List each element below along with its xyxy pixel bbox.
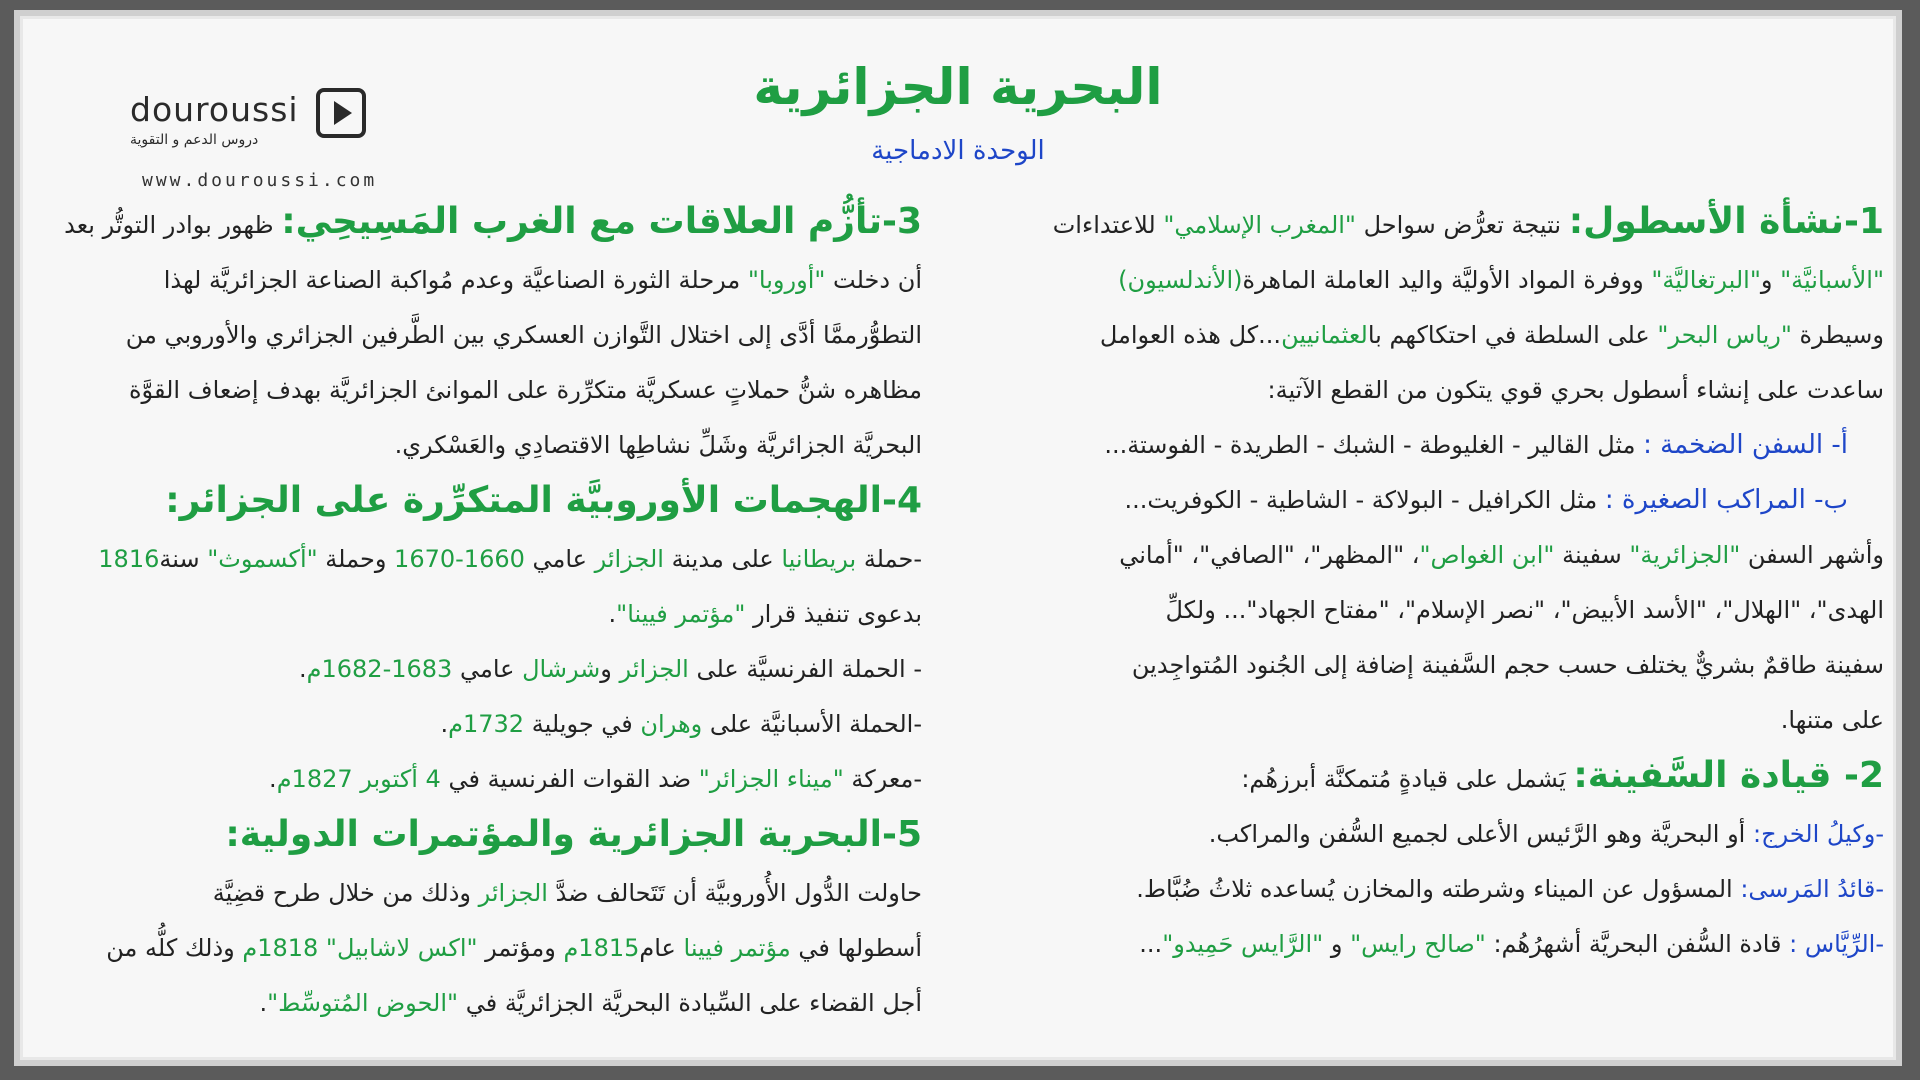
sec4-heading: 4-الهجمات الأوروبيَّة المتكرِّرة على الجزائر: (165, 480, 922, 521)
sec5-heading: 5-البحرية الجزائرية والمؤتمرات الدولية: (225, 814, 922, 855)
sec5-line1: حاولت الدُّول الأُوروبيَّة أن تَتَحالف ضدَّ الجزائر وذلك من خلال طرح قضِيَّة (212, 879, 922, 907)
sec4-item3: -الحملة الأسبانيَّة على وهران في جويلية 1732م. (440, 710, 922, 738)
sec2-heading: 2- قيادة السَّفينة: (1573, 755, 1884, 796)
logo-wordmark: douroussi (130, 90, 299, 129)
sec4-item1-cont: بدعوى تنفيذ قرار "مؤتمر فيينا". (608, 600, 922, 628)
sec5-heading-line (46, 807, 922, 866)
sec1-line4: ساعدت على إنشاء أسطول بحري قوي يتكون من القطع الآتية: (1267, 376, 1884, 404)
logo-url: www.douroussi.com (142, 170, 378, 191)
sec1-ships-line1: وأشهر السفن "الجزائرية" سفينة "ابن الغواص"، "المظهر"، "الصافي"، "أماني (1119, 541, 1884, 569)
sec3-line1: 3-تأزُّم العلاقات مع الغرب المَسِيحِي: ظهور بوادر التوتُّر بعد (64, 201, 922, 242)
sec5-line2: أسطولها في مؤتمر فيينا عام1815م ومؤتمر "اكس لاشابيل" 1818م وذلك كلُّه من (106, 934, 922, 962)
sec2-line1: 2- قيادة السَّفينة: يَشمل على قيادةٍ مُتمكنَّة أبرزهُم: (1241, 755, 1884, 796)
left-column (46, 194, 922, 1031)
sec1-ships-line3: سفينة طاقمٌ بشريٌّ يختلف حسب حجم السَّفينة إضافة إلى الجُنود المُتواجِدين (1131, 651, 1884, 679)
sec1-heading: 1-نشأة الأسطول: (1568, 201, 1884, 242)
sec1-item-a: أ- السفن الضخمة : مثل القالير - الغليوطة - الشبك - الطريدة - الفوستة... (1104, 430, 1848, 460)
sec3-line3: التطوُّرممَّا أدَّى إلى اختلال التَّوازن العسكري بين الطَّرفين الجزائري والأوروبي من (125, 321, 922, 349)
sec2-role3: -الرِّيَّاس : قادة السُّفن البحريَّة أشهرُهُم: "صالح رايس" و "الرَّايس حَمِيدو"... (1139, 930, 1884, 958)
sec3-line5: البحريَّة الجزائريَّة وشَلِّ نشاطِها الاقتصادِي والعَسْكري. (394, 431, 922, 459)
sec3-heading: 3-تأزُّم العلاقات مع الغرب المَسِيحِي: (281, 201, 922, 242)
logo-tagline: دروس الدعم و التقوية (130, 132, 259, 148)
sec1-item-b: ب- المراكب الصغيرة : مثل الكرافيل - البولاكة - الشاطية - الكوفريت... (1124, 485, 1848, 515)
sec1-line3: وسيطرة "رياس البحر" على السلطة في احتكاكهم بالعثمانيين...كل هذه العوامل (1099, 321, 1884, 349)
page-title: البحرية الجزائرية (753, 58, 1163, 116)
sec4-item1: -حملة بريطانيا على مدينة الجزائر عامي 1660-1670 وحملة "أكسموث" سنة1816 (98, 545, 922, 573)
sec2-role1: -وكيلُ الخرج: أو البحريَّة وهو الرَّئيس الأعلى لجميع السُّفن والمراكب. (1208, 820, 1884, 848)
sec2-role2: -قائدُ المَرسى: المسؤول عن الميناء وشرطته والمخازن يُساعده ثلاثُ ضُبَّاط. (1136, 875, 1884, 903)
page-subtitle: الوحدة الادماجية (871, 136, 1045, 166)
sec1-line2: "الأسبانيَّة" و"البرتغاليَّة" ووفرة المواد الأوليَّة واليد العاملة الماهرة(الأندلسيون) (1118, 266, 1884, 294)
sec3-line4: مظاهره شنُّ حملاتٍ عسكريَّة متكرِّرة على الموانئ الجزائريَّة بهدف إضعاف القوَّة (128, 376, 922, 404)
sec3-line2: أن دخلت "أوروبا" مرحلة الثورة الصناعيَّة وعدم مُواكبة الصناعة الجزائريَّة لهذا (163, 266, 922, 294)
right-column (966, 194, 1884, 972)
sec4-item4: -معركة "ميناء الجزائر" ضد القوات الفرنسية في 4 أكتوبر 1827م. (269, 765, 922, 793)
sec5-line3: أجل القضاء على السِّيادة البحريَّة الجزائريَّة في "الحوض المُتوسِّط". (259, 989, 922, 1017)
sec4-item2: - الحملة الفرنسيَّة على الجزائر وشرشال عامي 1683-1682م. (299, 655, 922, 683)
sec4-heading-line (46, 473, 922, 532)
sec1-ships-line4: على متنها. (1780, 706, 1884, 734)
sec1-ships-line2: الهدى"، "الهلال"، "الأسد الأبيض"، "نصر الإسلام"، "مفتاح الجهاد"... ولكلِّ (1165, 596, 1884, 624)
sec1-line1: 1-نشأة الأسطول: نتيجة تعرُّض سواحل "المغرب الإسلامي" للاعتداءات (1052, 201, 1884, 242)
document-board (14, 10, 1902, 1066)
